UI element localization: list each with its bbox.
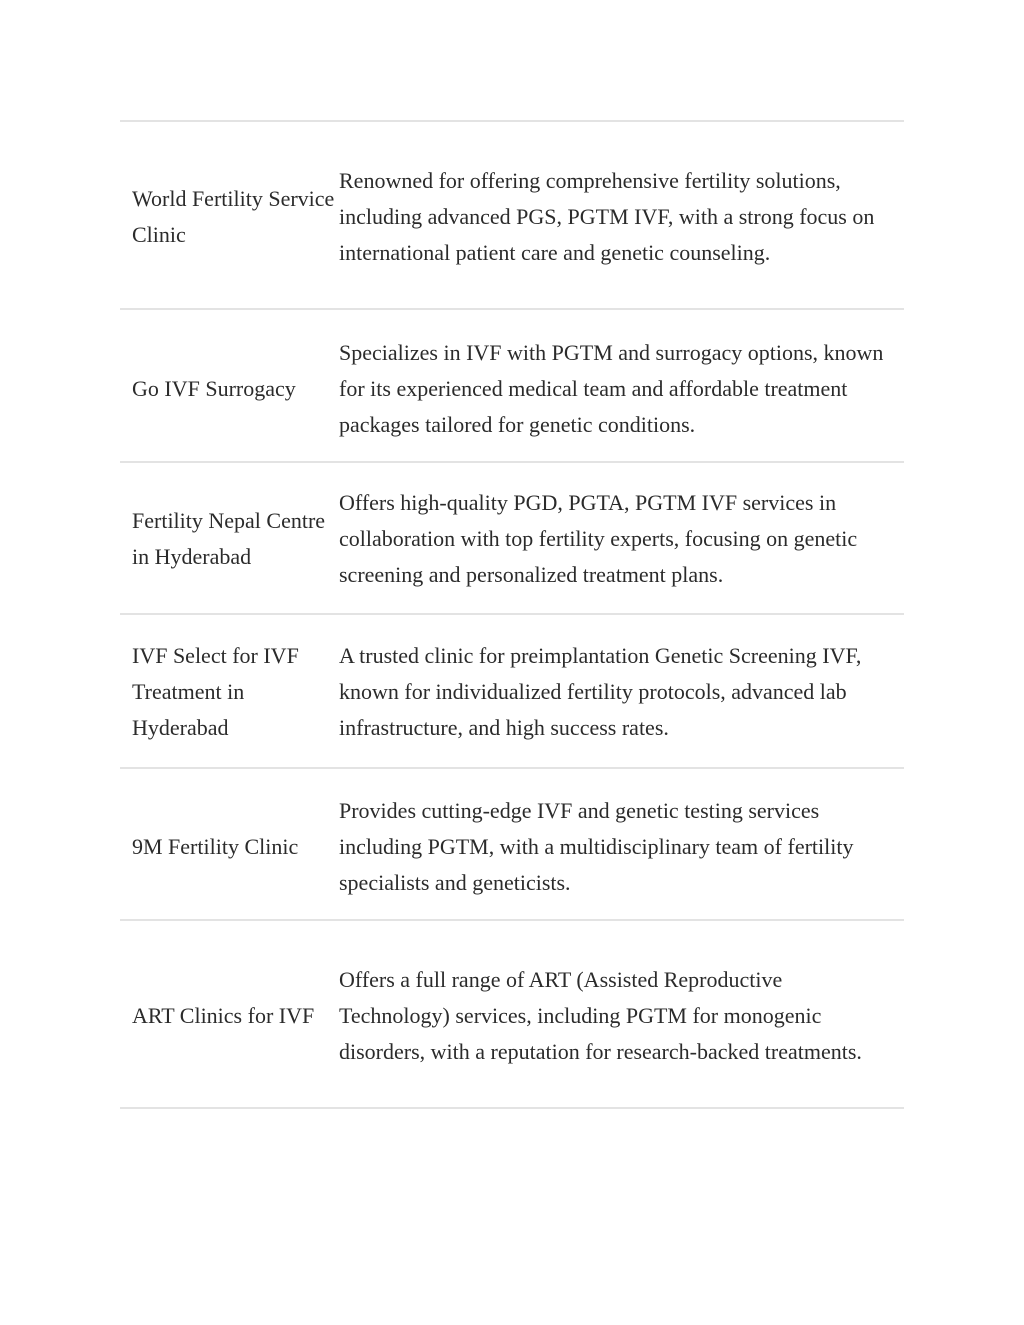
- clinic-name: ART Clinics for IVF: [132, 1003, 315, 1028]
- clinic-name: Go IVF Surrogacy: [132, 375, 296, 401]
- clinic-name: 9M Fertility Clinic: [132, 834, 299, 859]
- clinic-description: Offers a full range of ART (Assisted Reproductive Technology) services, including PGTM for monogenic disorders, with a reputation for research-backed treatments.: [339, 967, 862, 1064]
- clinic-description: Renowned for offering comprehensive fertility solutions, including advanced PGS, PGTM IVF, with a strong focus on international patient care and genetic counseling.: [339, 168, 875, 265]
- table-row: [120, 921, 904, 1109]
- table-row: [120, 769, 904, 921]
- clinic-description: Provides cutting-edge IVF and genetic testing services including PGTM, with a multidisciplinary team of fertility specialists and geneticists.: [339, 798, 854, 895]
- clinic-description: Offers high-quality PGD, PGTA, PGTM IVF services in collaboration with top fertility experts, focusing on genetic screening and personalized treatment plans.: [339, 490, 858, 587]
- table-row: [120, 463, 904, 615]
- clinic-description: Specializes in IVF with PGTM and surrogacy options, known for its experienced medical team and affordable treatment packages tailored for genetic conditions.: [339, 339, 884, 437]
- clinic-name: World Fertility Service Clinic: [132, 186, 335, 247]
- clinic-name: Fertility Nepal Centre in Hyderabad: [132, 508, 326, 569]
- table-row: [120, 310, 904, 463]
- clinic-table: [120, 120, 904, 1109]
- clinic-name: IVF Select for IVF Treatment in Hyderabad: [132, 643, 299, 740]
- table-row: [120, 615, 904, 769]
- clinic-description: A trusted clinic for preimplantation Genetic Screening IVF, known for individualized fertility protocols, advanced lab infrastructure, and high success rates.: [339, 643, 862, 740]
- table-row: [120, 122, 904, 310]
